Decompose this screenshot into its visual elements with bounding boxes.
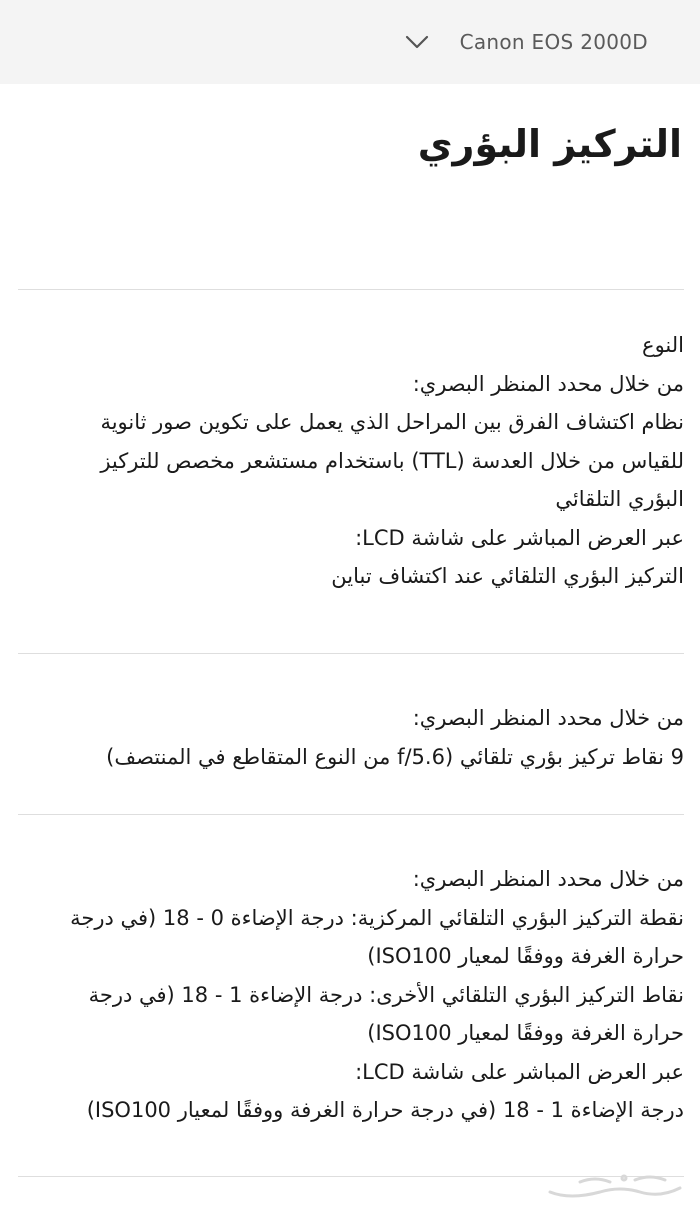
spec-line: نظام اكتشاف الفرق بين المراحل الذي يعمل على تكوين صور ثانوية [100,410,684,434]
spec-line: للقياس من خلال العدسة (TTL) باستخدام مستشعر مخصص للتركيز [100,448,684,473]
spec-line: النوع [642,333,684,357]
spec-line: نقاط التركيز البؤري التلقائي الأخرى: درجة الإضاءة 1 - 18 (في درجة [88,982,684,1007]
chevron-down-icon[interactable] [404,34,430,50]
spec-line: من خلال محدد المنظر البصري: [412,371,684,396]
spec-line: البؤري التلقائي [555,487,684,511]
top-bar [0,0,700,84]
spec-line: نقطة التركيز البؤري التلقائي المركزية: درجة الإضاءة 0 - 18 (في درجة [70,905,684,930]
model-selector[interactable] [404,26,648,58]
spec-line: من خلال محدد المنظر البصري: [412,867,684,891]
divider [18,289,684,290]
spec-line: من خلال محدد المنظر البصري: [412,706,684,730]
spec-line: عبر العرض المباشر على شاشة LCD: [355,1059,684,1084]
spec-line: حرارة الغرفة ووفقًا لمعيار ISO100) [367,1021,684,1045]
spec-section-af-points [18,699,684,776]
spec-section-type [18,326,684,596]
model-name: Canon EOS 2000D [459,30,648,54]
spec-line: التركيز البؤري التلقائي عند اكتشاف تباين [331,564,684,588]
spec-section-working-range [18,860,684,1130]
spec-line: حرارة الغرفة ووفقًا لمعيار ISO100) [367,944,684,968]
divider [18,653,684,654]
spec-line: درجة الإضاءة 1 - 18 (في درجة حرارة الغرفة ووفقًا لمعيار ISO100) [86,1098,684,1122]
spec-line: 9 نقاط تركيز بؤري تلقائي (f/5.6 من النوع المتقاطع في المنتصف) [106,744,684,769]
page-title: التركيز البؤري [417,122,682,166]
divider [18,814,684,815]
watermark-logo [540,1170,690,1204]
spec-line: عبر العرض المباشر على شاشة LCD: [355,525,684,550]
